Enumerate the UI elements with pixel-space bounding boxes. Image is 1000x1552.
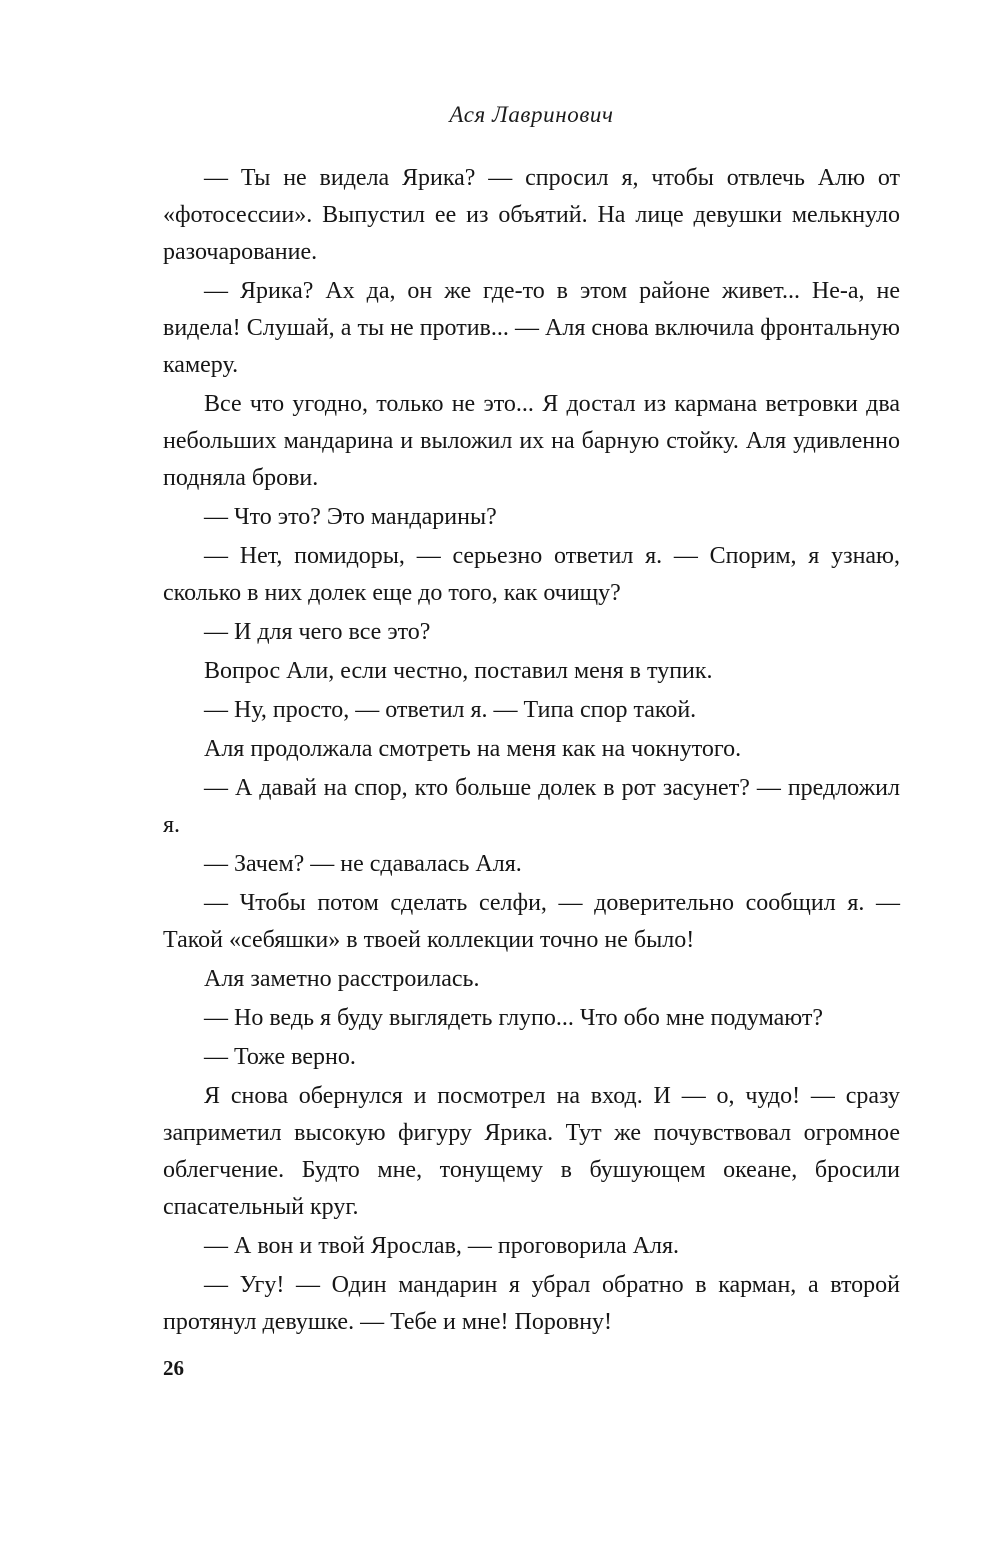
paragraph: — Зачем? — не сдавалась Аля. bbox=[204, 851, 522, 877]
paragraph: — А давай на спор, кто больше долек в рот засунет? — предложил я. bbox=[163, 775, 900, 838]
paragraph: — Угу! — Один мандарин я убрал обратно в карман, а второй протянул девушке. — Тебе и мне! Поровну! bbox=[163, 1272, 900, 1335]
paragraph: — Ты не видела Ярика? — спросил я, чтобы отвлечь Алю от «фотосессии». Выпустил ее из объятий. На лице девушки мелькнуло разочарование. bbox=[163, 165, 900, 265]
paragraph: — И для чего все это? bbox=[204, 619, 431, 645]
paragraph: Аля заметно расстроилась. bbox=[204, 966, 480, 992]
paragraph: — Ну, просто, — ответил я. — Типа спор такой. bbox=[204, 697, 697, 723]
paragraph: — Что это? Это мандарины? bbox=[204, 504, 497, 530]
paragraph: — А вон и твой Ярослав, — проговорила Аля. bbox=[204, 1233, 679, 1259]
paragraph: Вопрос Али, если честно, поставил меня в тупик. bbox=[204, 658, 713, 684]
paragraph: Аля продолжала смотреть на меня как на чокнутого. bbox=[204, 736, 742, 762]
page-number: 26 bbox=[163, 1356, 184, 1380]
paragraph: Все что угодно, только не это... Я достал из кармана ветровки два небольших мандарина и выложил их на барную стойку. Аля удивленно подняла брови. bbox=[163, 391, 900, 491]
paragraph: — Но ведь я буду выглядеть глупо... Что обо мне подумают? bbox=[204, 1005, 824, 1031]
paragraph: — Тоже верно. bbox=[204, 1044, 356, 1070]
running-head-author: Ася Лавринович bbox=[449, 102, 614, 127]
paragraph: — Ярика? Ах да, он же где-то в этом районе живет... Не-а, не видела! Слушай, а ты не против... — Аля снова включила фронтальную камеру. bbox=[163, 278, 900, 378]
paragraph: — Нет, помидоры, — серьезно ответил я. — Спорим, я узнаю, сколько в них долек еще до того, как очищу? bbox=[163, 543, 900, 606]
paragraph: — Чтобы потом сделать селфи, — доверительно сообщил я. — Такой «себяшки» в твоей коллекции точно не было! bbox=[163, 890, 900, 953]
text-block bbox=[163, 160, 900, 1343]
paragraph: Я снова обернулся и посмотрел на вход. И — о, чудо! — сразу заприметил высокую фигуру Ярика. Тут же почувствовал огромное облегчение. Будто мне, тонущему в бушующем океане, бросили спасательный круг. bbox=[163, 1083, 900, 1220]
